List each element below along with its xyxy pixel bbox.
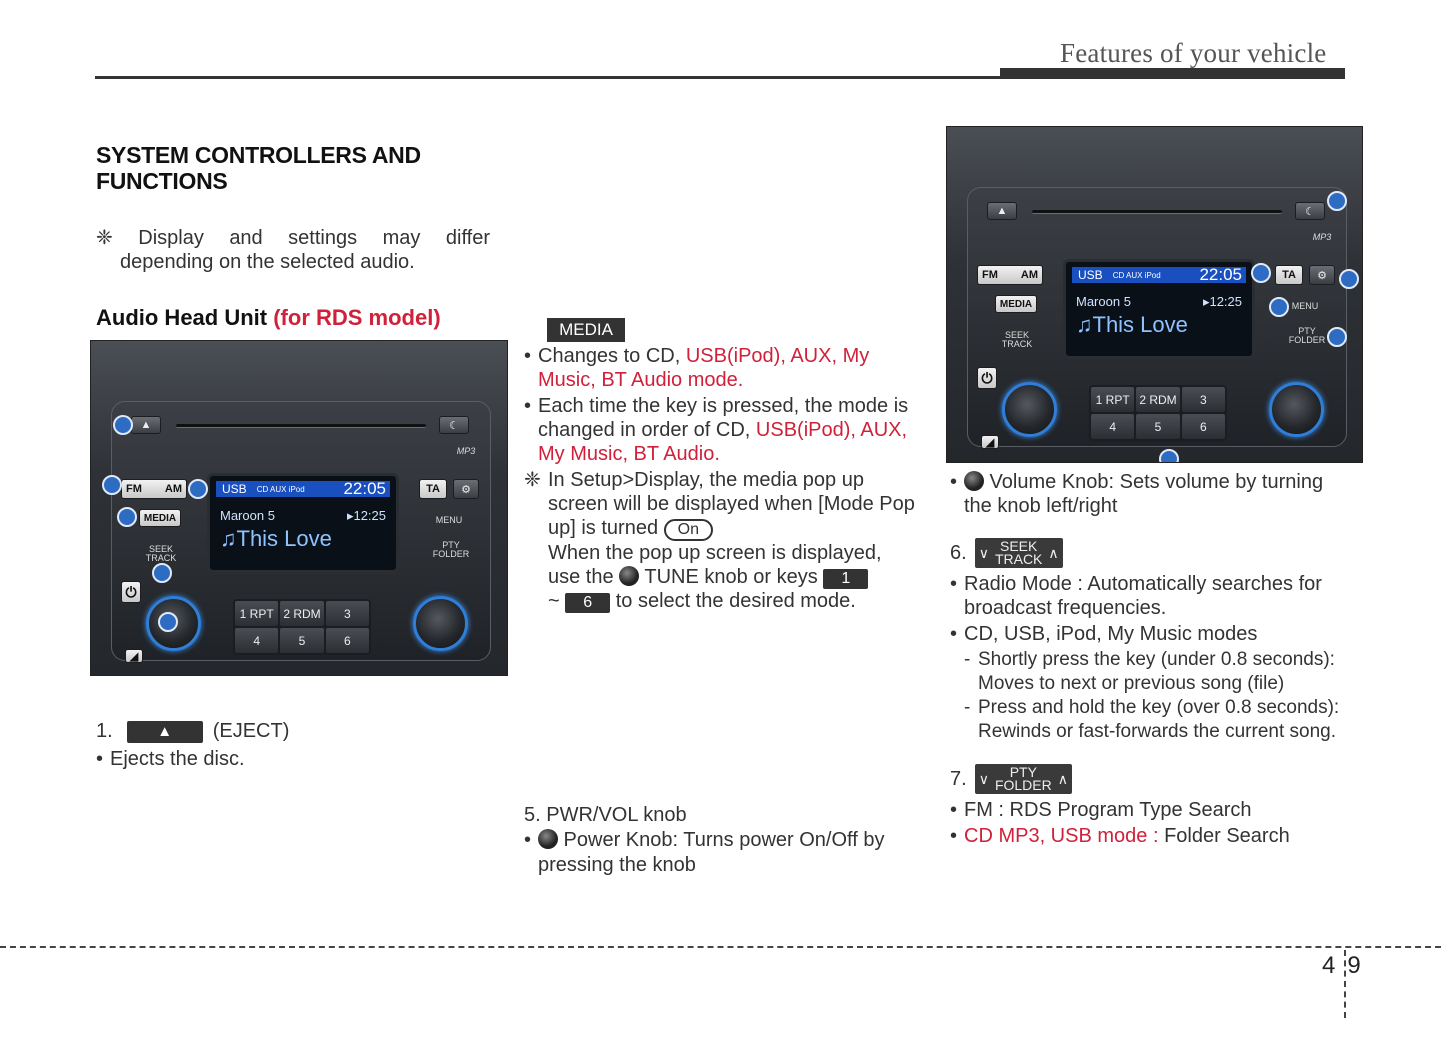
media-key-icon: MEDIA bbox=[547, 318, 625, 342]
lcd-screen: USB CD AUX iPod 22:05 Maroon 5 ▸12:25 ♫This Love bbox=[207, 473, 399, 573]
seek-track-key-icon: ∨ SEEK TRACK ∧ bbox=[975, 538, 1063, 568]
eject-button-icon: ▲ bbox=[987, 202, 1017, 220]
seek-track-label: SEEK TRACK bbox=[145, 544, 177, 563]
pty-folder-key-icon: ∨ PTY FOLDER ∧ bbox=[975, 764, 1072, 794]
lcd-screen: USB CD AUX iPod 22:05 Maroon 5 ▸12:25 ♫This Love bbox=[1063, 259, 1255, 359]
media-description: • Changes to CD, USB(iPod), AUX, My Music, BT Audio mode. • Each time the key is pressed, the mode is changed in order of CD, USB(iPod), AUX, My Music, BT Audio. ❈ In Setup>Display, the media pop up screen will be displayed when [Mode Pop up] is turned On When the pop up screen is displayed, use the TUNE knob or keys 1 ~ 6 to select the desired mode. bbox=[524, 344, 918, 613]
eject-button-icon: ▲ bbox=[131, 416, 161, 434]
callout-marker bbox=[158, 612, 178, 632]
header-rule bbox=[95, 76, 1345, 79]
note-mark: ❈ bbox=[96, 227, 113, 249]
on-toggle-icon: On bbox=[664, 519, 713, 541]
pty-folder-label: PTY FOLDER bbox=[1288, 326, 1326, 345]
fm-am-button-icon: FM AM bbox=[977, 265, 1043, 285]
cd-slot bbox=[176, 424, 426, 428]
preset-key-1-icon: 1 bbox=[823, 569, 868, 589]
page-number: 4 9 bbox=[1322, 952, 1361, 979]
eject-description: • Ejects the disc. bbox=[96, 748, 1441, 771]
tune-knob-icon bbox=[619, 566, 639, 586]
night-mode-icon: ☾ bbox=[1295, 202, 1325, 220]
callout-marker bbox=[1327, 191, 1347, 211]
night-mode-icon: ☾ bbox=[439, 416, 469, 434]
tune-knob bbox=[1269, 382, 1324, 437]
preset-keypad: 1 RPT 2 RDM 3 4 5 6 bbox=[1089, 385, 1227, 441]
section-title: SYSTEM CONTROLLERS AND FUNCTIONS bbox=[96, 142, 421, 194]
head-unit-image: ▲ ☾ MP3 FM AM MEDIA SEEK TRACK USB CD AUX iPod 22:05 Maroon 5 ▸12:25 ♫This Love TA ⚙ MENU PTY FOLDER 1 RPT 2 RDM 3 4 5 6 ⏻ ◢ bbox=[90, 340, 508, 676]
footer-rule bbox=[0, 946, 1441, 948]
eject-key-icon: ▲ bbox=[127, 721, 203, 743]
power-knob-icon bbox=[538, 829, 558, 849]
pty-folder-label: PTY FOLDER bbox=[432, 540, 470, 559]
ta-button-icon: TA bbox=[1275, 265, 1303, 285]
cd-slot bbox=[1032, 210, 1282, 214]
volume-icon: ◢ bbox=[981, 435, 999, 449]
callout-marker bbox=[113, 415, 133, 435]
callout-marker bbox=[152, 563, 172, 583]
display-note: ❈ Display and settings may differ depending on the selected audio. bbox=[96, 227, 490, 273]
callout-marker bbox=[1159, 449, 1179, 463]
tune-knob bbox=[413, 596, 468, 651]
preset-keypad: 1 RPT 2 RDM 3 4 5 6 bbox=[233, 599, 371, 655]
chapter-title: Features of your vehicle bbox=[1060, 38, 1327, 68]
subsection-title: Audio Head Unit (for RDS model) bbox=[96, 305, 441, 330]
callout-marker bbox=[1339, 269, 1359, 289]
item-pwr-vol-knob: 5. PWR/VOL knob • Power Knob: Turns power On/Off by pressing the knob bbox=[524, 803, 918, 880]
callout-marker bbox=[1327, 327, 1347, 347]
callout-marker bbox=[188, 479, 208, 499]
head-unit-image-2: ▲ ☾ MP3 FM AM MEDIA SEEK TRACK USB CD AUX iPod 22:05 Maroon 5 ▸12:25 ♫This Love TA ⚙ MENU PTY FOLDER 1 RPT 2 RDM 3 4 5 6 ⏻ ◢ bbox=[946, 126, 1363, 463]
preset-key-6-icon: 6 bbox=[565, 593, 610, 613]
seek-track-label: SEEK TRACK bbox=[1001, 330, 1033, 349]
callout-marker bbox=[1251, 263, 1271, 283]
media-button-icon: MEDIA bbox=[995, 295, 1037, 313]
media-button-icon: MEDIA bbox=[139, 509, 181, 527]
volume-icon: ◢ bbox=[125, 649, 143, 663]
item-eject: 1. ▲ (EJECT) bbox=[96, 720, 290, 742]
power-icon: ⏻ bbox=[121, 581, 141, 603]
fm-am-button-icon: FM AM bbox=[121, 479, 187, 499]
callout-marker bbox=[1269, 297, 1289, 317]
callout-marker bbox=[102, 475, 122, 495]
setup-gear-icon: ⚙ bbox=[453, 479, 479, 499]
power-volume-knob bbox=[1002, 382, 1057, 437]
setup-gear-icon: ⚙ bbox=[1309, 265, 1335, 285]
callout-marker bbox=[117, 507, 137, 527]
seek-pty-description: • Volume Knob: Sets volume by turning the knob left/right 6. ∨ SEEK TRACK ∧ • Radio Mode : Automatically searches for broadcast frequencies. • CD, USB, iPod, My Music modes - Shortly press the key (under 0.8 seconds): Moves to next or previous song (file) - Press and hold the key (over 0.8 seconds): Rewinds or fast-forwards the current song. 7. ∨ PTY FOLDER ∧ • FM : RDS Program Type Search • CD MP3, USB mode : Folder Search bbox=[950, 470, 1345, 850]
power-icon: ⏻ bbox=[977, 367, 997, 389]
volume-knob-icon bbox=[964, 471, 984, 491]
ta-button-icon: TA bbox=[419, 479, 447, 499]
